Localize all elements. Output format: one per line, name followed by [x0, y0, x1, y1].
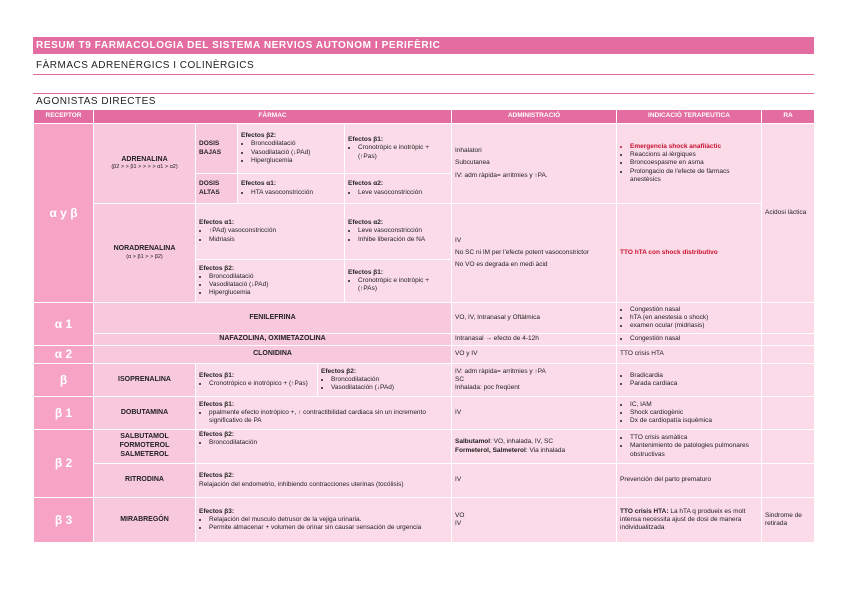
adm-line: IV: adm ràpida= arritmies y ↑PA	[455, 367, 546, 375]
effects-a1	[238, 174, 345, 204]
effects-b1	[345, 124, 452, 174]
drug-fenilefrina: FENILEFRINA	[94, 303, 452, 334]
noradrenalina-indication: TTO hTA con shock distributivo	[617, 204, 762, 303]
effects-b2	[196, 430, 452, 464]
adm-line: No VO es degrada en medi àcid	[455, 261, 548, 269]
indication-item: • Dx de cardiopatía isquèmica	[630, 417, 758, 425]
drug-clonidina: CLONIDINA	[94, 346, 452, 364]
indication-item: • IC, IAM	[630, 401, 758, 409]
drug-noradrenalina	[94, 204, 196, 303]
adm-line: IV	[455, 236, 462, 244]
effects-title: Efectos β1:	[199, 371, 235, 379]
section-title: AGONISTAS DIRECTES	[33, 93, 814, 109]
receptor-beta: β	[34, 364, 94, 397]
adm-line: SC	[455, 375, 465, 383]
fenilefrina-administration: VO, IV, Intranasal y Oftàlmica	[452, 303, 617, 334]
effects-b2	[196, 464, 452, 498]
effects-title: Efectos β2:	[199, 472, 235, 480]
receptor-alpha-beta: α y β	[34, 124, 94, 303]
table-row	[34, 498, 815, 543]
ra-alpha-beta: Acidosi làctica	[762, 124, 815, 303]
adm-line: No SC ni IM per l'efecte potent vasoconstrictor	[455, 248, 589, 256]
ritrodina-administration: IV	[452, 464, 617, 498]
document-title: RESUM T9 FARMACOLOGIA DEL SISTEMA NERVIOS AUTONOM I PERIFÈRIC	[33, 37, 814, 54]
indication-item: • examen ocular (midriasis)	[630, 322, 758, 330]
drug-selectivity: (α > β1 > > β2)	[126, 253, 163, 260]
drug-name: FORMOTEROL	[119, 442, 170, 450]
indication-title: TTO crisis HTA:	[620, 507, 669, 515]
indication-item: • Broncoespasme en asma	[630, 159, 758, 167]
salbutamol-indication	[617, 430, 762, 464]
effect-item: • Leve vasoconstricción	[358, 227, 448, 235]
adm-line: VO	[455, 511, 465, 519]
drug-name: ADRENALINA	[121, 155, 168, 163]
adm-line: Inhalatori	[455, 147, 482, 155]
clonidina-indication: TTO crisis HTA	[617, 346, 762, 364]
effects-title: Efectos β1:	[348, 268, 384, 276]
effects-b2	[238, 124, 345, 174]
col-ra: RA	[762, 110, 815, 124]
drug-name: SALMETEROL	[120, 450, 169, 458]
indication-text: La hTA q produeix es molt intensa necessita ajust de dosi de manera individualitzada	[620, 507, 746, 532]
effect-text: Relajación del endometrio, inhibiendo contracciones uterinas (tocólisis)	[199, 480, 404, 488]
effect-item: • Broncodilatación	[331, 376, 448, 384]
effect-item: • Vasodilatació (↓PAd)	[209, 281, 341, 289]
mirabregon-ra: Sindrome de retirada	[762, 498, 815, 543]
dobutamina-indication	[617, 397, 762, 430]
effects-title: Efectos β3:	[199, 507, 235, 515]
effects-title: Efectos α2:	[348, 219, 384, 227]
table-row	[34, 430, 815, 464]
effect-item: • Midriasis	[209, 236, 341, 244]
document-subtitle: FÀRMACS ADRENÈRGICS I COLINÈRGICS	[33, 57, 814, 75]
indication-item: • Reaccions al·lèrgiques	[630, 151, 758, 159]
ra-empty	[762, 397, 815, 430]
table-row	[34, 397, 815, 430]
indication-item: • Bradicardia	[630, 372, 758, 380]
indication-item: • Prolongacio de l'efecte de fàrmacs anestèsics	[630, 168, 758, 184]
ra-empty	[762, 364, 815, 397]
indication-item: • Mantenimiento de patologies pulmonares obstructivas	[630, 442, 758, 458]
table-header	[34, 110, 815, 124]
effects-title: Efectos β2:	[199, 264, 235, 272]
table-row	[34, 124, 815, 174]
effect-item: • Cronotròpic e inotròpic + (↑Pas)	[358, 144, 448, 160]
adm-line: IV: adm ràpida= arritmies y ↑PA.	[455, 171, 548, 179]
effect-item: • Cronotròpic e inotròpic + (↑PAs)	[358, 277, 448, 293]
effects-title: Efectos α1:	[241, 180, 277, 188]
effects-title: Efectos β2:	[241, 132, 277, 140]
effects-a2	[345, 204, 452, 260]
indication-item: • TTO crisis asmàtica	[630, 434, 758, 442]
effect-item: • ppalmente efecto inotrópico +, ↑ contractibilidad cardiaca sin un incremento significativo de PA	[209, 409, 448, 425]
table-row	[34, 204, 815, 260]
noradrenalina-administration	[452, 204, 617, 303]
effects-title: Efectos α2:	[348, 180, 384, 188]
receptor-beta2: β 2	[34, 430, 94, 498]
adm-drug: Formeterol, Salmeterol	[455, 446, 526, 454]
effect-item: • HTA vasoconstricción	[251, 189, 341, 197]
mirabregon-indication	[617, 498, 762, 543]
ritrodina-indication: Prevención del parto prematuro	[617, 464, 762, 498]
effects-b2	[196, 260, 345, 303]
effect-item: • Vasodilatació (↓PAd)	[251, 149, 341, 157]
effect-item: • Relajación del musculo detrusor de la vejiga urinaria.	[209, 516, 448, 524]
effect-item: • Broncodilatación	[209, 439, 448, 447]
fenilefrina-indication	[617, 303, 762, 334]
effects-a2	[345, 174, 452, 204]
col-indicacio: INDICACIÓ TERAPEUTICA	[617, 110, 762, 124]
ra-empty	[762, 346, 815, 364]
effects-a1	[196, 204, 345, 260]
effect-item: • Inhibe liberación de NA	[358, 236, 448, 244]
col-farmac: FÀRMAC	[94, 110, 452, 124]
receptor-alpha2: α 2	[34, 346, 94, 364]
dobutamina-administration: IV	[452, 397, 617, 430]
table-row	[34, 346, 815, 364]
effect-item: • Broncodilatació	[251, 140, 341, 148]
indication-item: • Emergencia shock anafilàctic	[630, 143, 758, 151]
col-administracio: ADMINISTRACIÓ	[452, 110, 617, 124]
drug-selectivity: (β2 > > β1 > > > > α1 > α2)	[111, 164, 178, 171]
effects-b2	[318, 364, 452, 397]
effects-title: Efectos β1:	[348, 136, 384, 144]
effect-item: • Vasodilatación (↓PAd)	[331, 384, 448, 392]
table-row	[34, 303, 815, 334]
adm-line: IV	[455, 520, 462, 527]
effect-item: • Hiperglucemia	[251, 157, 341, 165]
effects-b1	[196, 397, 452, 430]
table-row	[34, 464, 815, 498]
ra-empty	[762, 464, 815, 498]
mirabregon-administration	[452, 498, 617, 543]
receptor-alpha1: α 1	[34, 303, 94, 346]
effects-b3	[196, 498, 452, 543]
effects-title: Efectos α1:	[199, 219, 235, 227]
indication-item: • Congestión nasal	[630, 306, 758, 314]
ra-empty	[762, 334, 815, 346]
effects-title: Efectos β2:	[199, 431, 235, 438]
drug-nafazolina: NAFAZOLINA, OXIMETAZOLINA	[94, 334, 452, 346]
effects-title: Efectos β1:	[199, 400, 235, 408]
indication-item: • Congestión nasal	[630, 335, 758, 343]
drug-name: NORADRENALINA	[113, 245, 176, 253]
col-receptor: RECEPTOR	[34, 110, 94, 124]
adm-text: : VO, inhalada, IV, SC	[490, 438, 554, 446]
indication-item: • hTA (en anestesia o shock)	[630, 314, 758, 322]
nafazolina-administration: Intranasal → efecto de 4-12h	[452, 334, 617, 346]
clonidina-administration: VO y IV	[452, 346, 617, 364]
adm-text: : Via inhalada	[525, 446, 566, 454]
effects-title: Efectos β2:	[321, 367, 357, 375]
adm-drug: Salbutamol	[455, 438, 491, 446]
nafazolina-indication	[617, 334, 762, 346]
effect-item: • Broncodilatació	[209, 273, 341, 281]
effects-b1	[196, 364, 318, 397]
dose-high: DOSIS ALTAS	[196, 174, 238, 204]
drug-dobutamina: DOBUTAMINA	[94, 397, 196, 430]
effect-item: • Permite almacenar + volumen de orinar sin causar sensación de urgencia	[209, 524, 448, 532]
dose-low: DOSIS BAJAS	[196, 124, 238, 174]
effect-item: • Leve vasoconstricción	[358, 189, 448, 197]
drug-isoprenalina: ISOPRENALINA	[94, 364, 196, 397]
effect-item: • Cronotrópico e inotrópico + (↑Pas)	[209, 380, 314, 388]
isoprenalina-indication	[617, 364, 762, 397]
table-row	[34, 334, 815, 346]
adrenalina-indication	[617, 124, 762, 204]
ra-empty	[762, 430, 815, 464]
indication-item: • Shock cardiogènic	[630, 409, 758, 417]
indication-item: • Parada cardiaca	[630, 380, 758, 388]
isoprenalina-administration	[452, 364, 617, 397]
drug-mirabregon: MIRABREGÓN	[94, 498, 196, 543]
adrenalina-administration	[452, 124, 617, 204]
salbutamol-administration	[452, 430, 617, 464]
effect-item: • Hiperglucemia	[209, 289, 341, 297]
drug-ritrodina: RITRODINA	[94, 464, 196, 498]
effect-item: • ↑PAd) vasoconstricción	[209, 227, 341, 235]
ra-empty	[762, 303, 815, 334]
adm-line: Inhalada: poc freqüent	[455, 384, 520, 392]
effects-b1	[345, 260, 452, 303]
receptor-beta3: β 3	[34, 498, 94, 543]
drug-name: SALBUTAMOL	[120, 433, 169, 441]
drug-adrenalina	[94, 124, 196, 204]
agonists-table	[33, 109, 815, 543]
receptor-beta1: β 1	[34, 397, 94, 430]
table-row	[34, 364, 815, 397]
adm-line: Subcutanea	[455, 159, 490, 167]
drug-salbutamol-group	[94, 430, 196, 464]
